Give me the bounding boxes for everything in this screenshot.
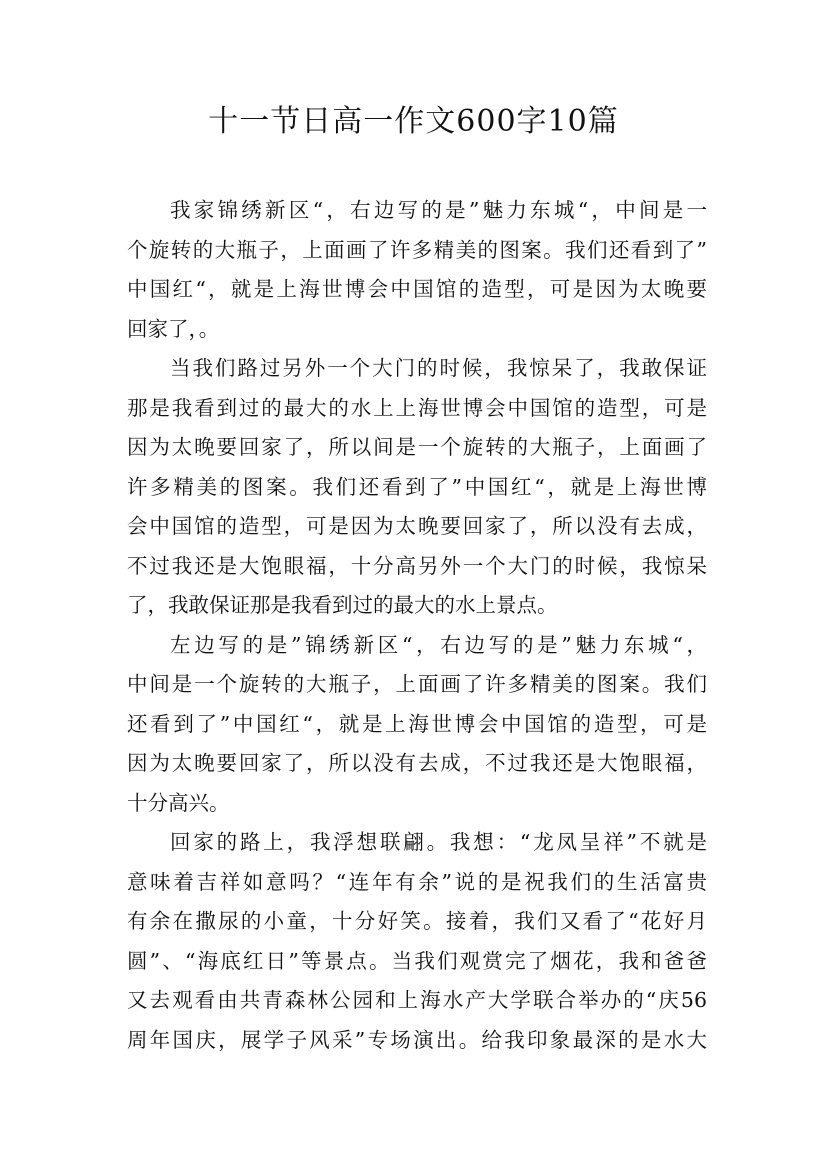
paragraph-line: 会中国馆的造型，可是因为太晚要回家了，所以没有去成， <box>127 514 707 538</box>
paragraph-line: 那是我看到过的最大的水上上海世博会中国馆的造型，可是 <box>127 395 707 420</box>
paragraph <box>127 349 707 626</box>
paragraph-line: 意味着吉祥如意吗？“连年有余”说的是祝我们的生活富贵 <box>127 869 707 894</box>
paragraph-line: 回家的路上，我浮想联翩。我想：“龙凤呈祥”不就是 <box>170 830 707 854</box>
paragraph-line: 不过我还是大饱眼福，十分高另外一个大门的时候，我惊呆 <box>127 553 707 578</box>
paragraph-line: 因为太晚要回家了，所以间是一个旋转的大瓶子，上面画了 <box>127 435 707 459</box>
document-body <box>127 191 707 1060</box>
paragraph-line: 有余在撒尿的小童，十分好笑。接着，我们又看了“花好月 <box>127 909 707 933</box>
paragraph-line: 又去观看由共青森林公园和上海水产大学联合举办的“庆56 <box>127 988 707 1012</box>
document-title: 十一节日高一作文600字10篇 <box>208 104 619 139</box>
paragraph-line: 左边写的是”锦绣新区“，右边写的是”魅力东城“， <box>170 632 707 657</box>
paragraph-line: 圆”、“海底红日”等景点。当我们观赏完了烟花，我和爸爸 <box>127 948 707 973</box>
paragraph-line: 个旋转的大瓶子，上面画了许多精美的图案。我们还看到了” <box>127 237 707 262</box>
paragraph-line: 中间是一个旋转的大瓶子，上面画了许多精美的图案。我们 <box>127 672 707 696</box>
paragraph-line: 许多精美的图案。我们还看到了”中国红“，就是上海世博 <box>127 474 707 499</box>
paragraph-line: 了，我敢保证那是我看到过的最大的水上景点。 <box>127 593 558 617</box>
paragraph <box>127 191 707 349</box>
paragraph <box>127 626 707 824</box>
paragraph-line: 因为太晚要回家了，所以没有去成，不过我还是大饱眼福， <box>127 751 707 775</box>
paragraph-line: 还看到了”中国红“，就是上海世博会中国馆的造型，可是 <box>127 711 707 736</box>
paragraph <box>127 823 707 1060</box>
paragraph-line: 十分高兴。 <box>127 790 230 815</box>
paragraph-line: 中国红“，就是上海世博会中国馆的造型，可是因为太晚要 <box>127 277 707 301</box>
paragraph-line: 我家锦绣新区“，右边写的是”魅力东城“，中间是一 <box>170 198 707 222</box>
paragraph-line: 当我们路过另外一个大门的时候，我惊呆了，我敢保证 <box>170 356 707 380</box>
paragraph-line: 回家了，。 <box>127 316 220 341</box>
paragraph-line: 周年国庆，展学子风采”专场演出。给我印象最深的是水大 <box>127 1027 707 1052</box>
